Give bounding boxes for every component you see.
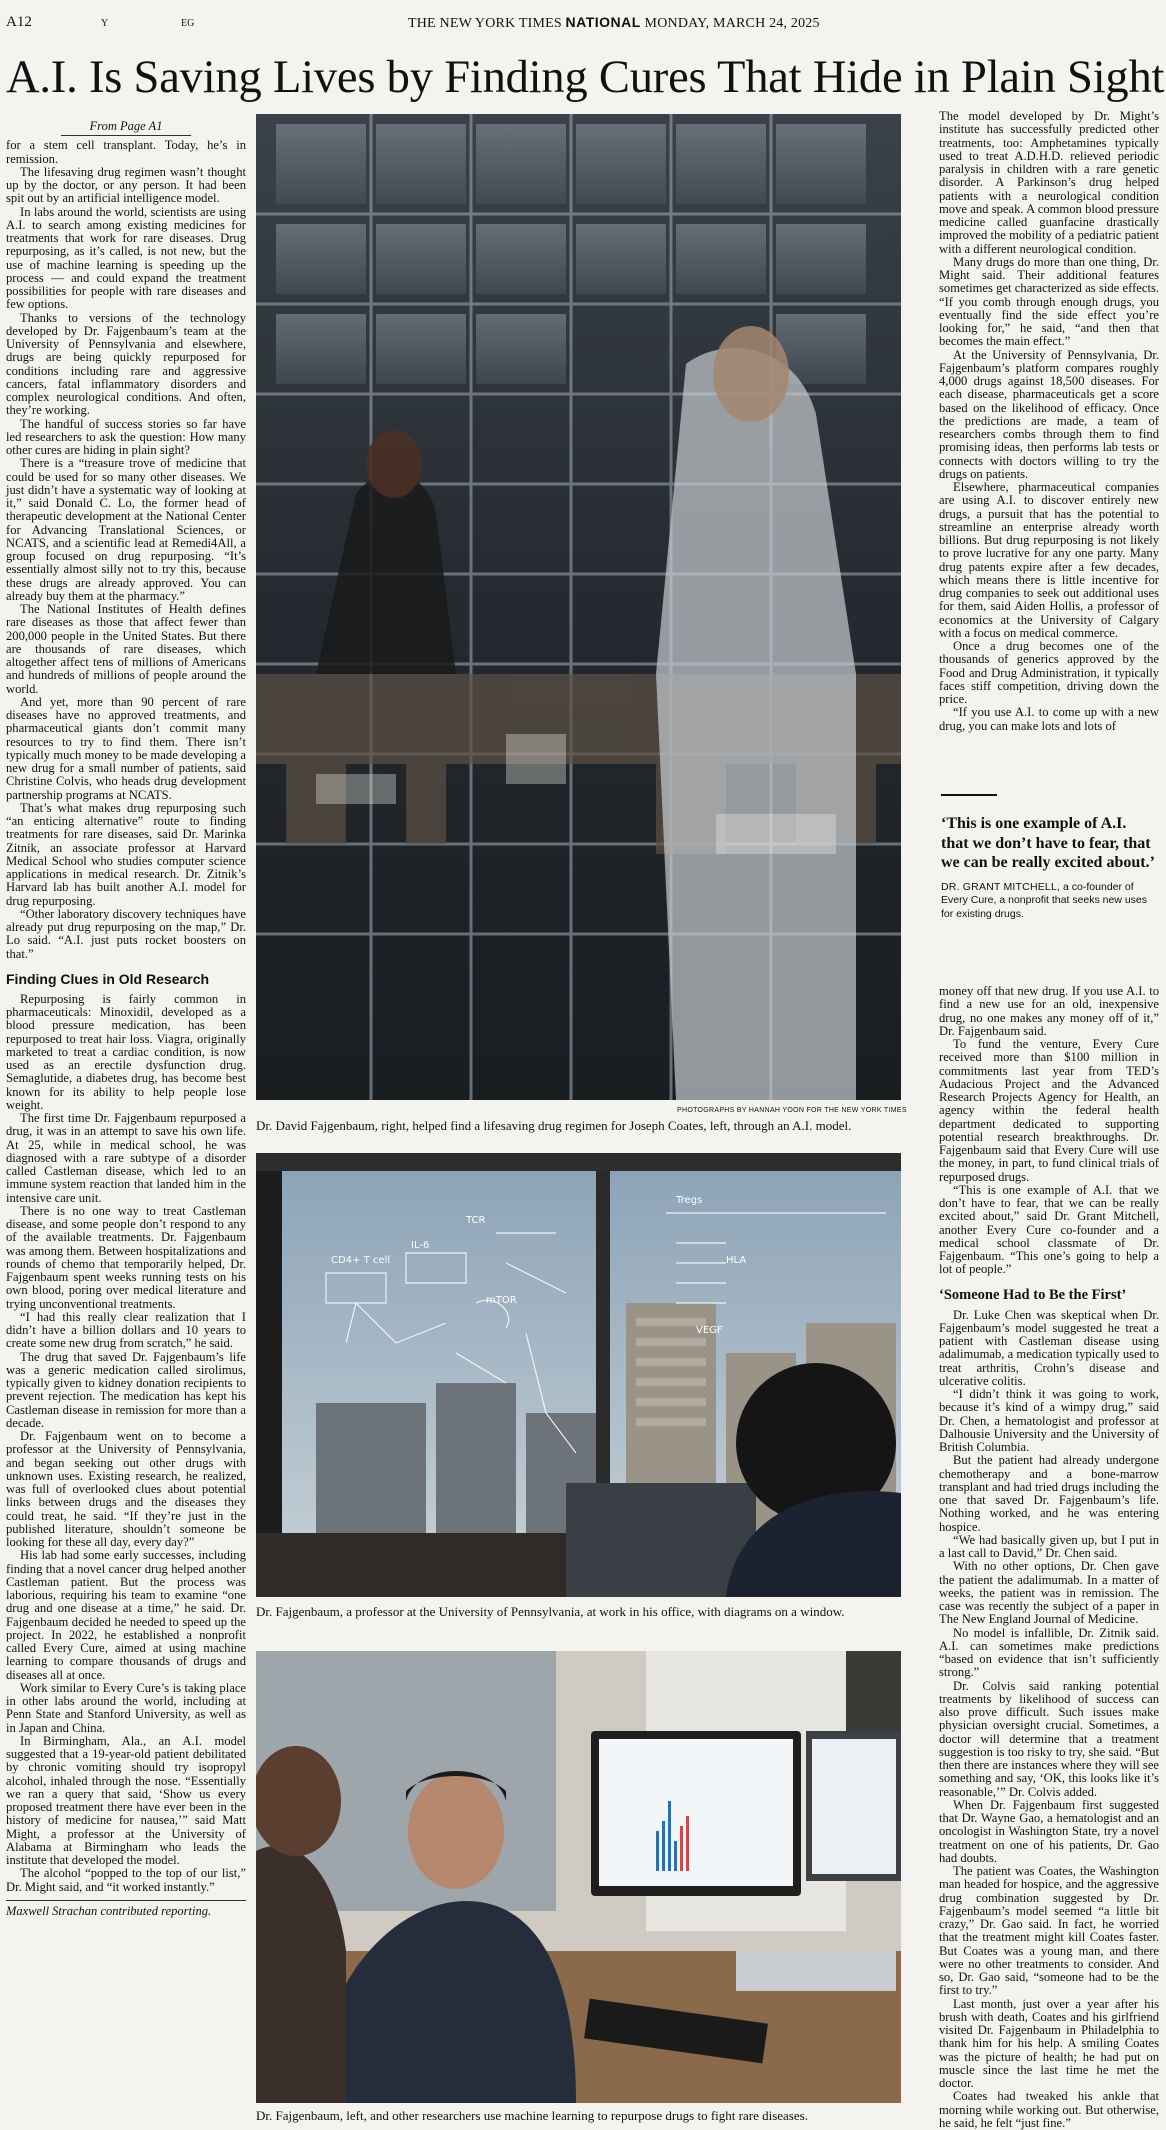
window-note: mTOR xyxy=(486,1295,517,1306)
body-paragraph: The lifesaving drug regimen wasn’t thought up by the doctor, or any person. It had been spit out by an artificial intelligence model. xyxy=(6,166,246,206)
photo-credit: PHOTOGRAPHS BY HANNAH YOON FOR THE NEW YORK TIMES xyxy=(677,1107,907,1114)
body-paragraph: Dr. Fajgenbaum went on to become a professor at the University of Pennsylvania, and began seeking out other drugs with unknown uses. Existing research, he realized, was full of overlooked clues about potential links between drugs and the diseases they could treat, he said. “If they’re just in the published literature, shouldn’t someone be looking for these all day, every day?” xyxy=(6,1430,246,1549)
body-paragraph: His lab had some early successes, including finding that a novel cancer drug helped another Castleman patient. But the process was laborious, requiring his team to examine “one drug and one disease at a time,” he said. Dr. Fajgenbaum decided he needed to speed up the project. In 2022, he established a nonprofit called Every Cure, aimed at using machine learning to compare thousands of drugs and diseases all at once. xyxy=(6,1549,246,1682)
article-column-4-top xyxy=(939,110,1159,770)
body-paragraph: for a stem cell transplant. Today, he’s in remission. xyxy=(6,139,246,166)
body-paragraph: There is a “treasure trove of medicine that could be used for so many other diseases. We just didn’t have a systematic way of looking at it,” said Donald C. Lo, the former head of therapeutic development at the National Center for Advancing Translational Sciences, or NCATS, and a scientific lead at Remedi4All, a group focused on drug repurposing. “It’s essentially almost silly not to try this, because these drugs are already approved. You can already buy them at the pharmacy.” xyxy=(6,457,246,603)
body-paragraph: The National Institutes of Health defines rare diseases as those that affect fewer than 200,000 people in the United States. But there are thousands of rare diseases, which altogether affect tens of millions of Americans and hundreds of millions of people around the world. xyxy=(6,603,246,696)
headline: A.I. Is Saving Lives by Finding Cures That Hide in Plain Sight xyxy=(6,50,1166,106)
body-paragraph: Thanks to versions of the technology developed by Dr. Fajgenbaum’s team at the University of Pennsylvania and elsewhere, drugs are being quickly repurposed for conditions including rare and aggressive cancers, fatal inflammatory disorders and complex neurological conditions. And often, they’re working. xyxy=(6,312,246,418)
photo-caption-1: Dr. David Fajgenbaum, right, helped find a lifesaving drug regimen for Joseph Coates, left, through an A.I. model. xyxy=(256,1118,916,1133)
folio-line xyxy=(408,14,820,32)
pull-quote-text: ‘This is one example of A.I. that we don’t have to fear, that we can be really excited about.’ xyxy=(941,814,1157,873)
body-paragraph: “We had basically given up, but I put in a last call to David,” Dr. Chen said. xyxy=(939,1534,1159,1561)
window-note: TCR xyxy=(465,1215,486,1226)
window-note: VEGF xyxy=(696,1325,723,1336)
paragraph-group xyxy=(939,1309,1159,2130)
body-paragraph: The alcohol “popped to the top of our list,” Dr. Might said, and “it worked instantly.” xyxy=(6,1867,246,1894)
photo-reflection-portrait xyxy=(256,114,901,1100)
jump-line: From Page A1 xyxy=(61,120,191,136)
pull-quote-name: DR. GRANT MITCHELL, xyxy=(941,881,1060,893)
body-paragraph: Many drugs do more than one thing, Dr. Might said. Their additional features sometimes get characterized as side effects. “If you comb through enough drugs, you eventually find the side effect you’re looking for,” he said, “and then that becomes the main effect.” xyxy=(939,256,1159,349)
body-paragraph: At the University of Pennsylvania, Dr. Fajgenbaum’s platform compares roughly 4,000 drugs against 18,500 diseases. For each disease, pharmaceuticals get a score based on the likelihood of efficacy. Once the predictions are made, a team of researchers combs through them to find promising ideas, then performs lab tests or connects with doctors willing to try the drugs on patients. xyxy=(939,349,1159,482)
article-column-4-bottom xyxy=(939,985,1159,2125)
body-paragraph: In Birmingham, Ala., an A.I. model suggested that a 19-year-old patient debilitated by chronic vomiting should try isopropyl alcohol, inhaled through the nose. “Essentially we ran a query that said, ‘Show us every proposed treatment there have ever been in the history of medicine for nausea,’” said Matt Might, a professor at the University of Alabama at Birmingham who leads the institute that developed the model. xyxy=(6,1735,246,1868)
body-paragraph: Once a drug becomes one of the thousands of generics approved by the Food and Drug Administration, it typically faces stiff competition, driving down the price. xyxy=(939,640,1159,706)
paragraph-group xyxy=(939,110,1159,733)
pull-quote-attribution xyxy=(941,881,1157,922)
photo-office-window xyxy=(256,1153,901,1597)
body-paragraph: The patient was Coates, the Washington man headed for hospice, and the aggressive drug combination suggested by Dr. Fajgenbaum’s model seemed “a little bit crazy,” Dr. Gao said. In fact, he worried that the treatment might kill Coates faster. But Coates was a young man, and there were no other treatments to consider. And so, Dr. Gao said, “someone had to be the first to try.” xyxy=(939,1865,1159,1998)
pull-quote xyxy=(941,794,1157,921)
folio xyxy=(6,14,1160,36)
pull-quote-rule xyxy=(941,794,997,796)
body-paragraph: Work similar to Every Cure’s is taking place in other labs around the world, including at Penn State and Stanford University, as well as in Japan and China. xyxy=(6,1682,246,1735)
edition-mark-2: EG xyxy=(181,18,194,29)
pull-quote-role: a co-founder of Every Cure, a nonprofit that seeks new uses for existing drugs. xyxy=(941,881,1147,920)
window-note: HLA xyxy=(726,1255,746,1266)
body-paragraph: Dr. Luke Chen was skeptical when Dr. Fajgenbaum’s model suggested he treat a patient with Castleman disease using adalimumab, a medication typically used to treat arthritis, Crohn’s disease and ulcerative colitis. xyxy=(939,1309,1159,1389)
photo-caption-2: Dr. Fajgenbaum, a professor at the University of Pennsylvania, at work in his office, with diagrams on a window. xyxy=(256,1604,916,1619)
body-paragraph: money off that new drug. If you use A.I. to find a new use for an old, inexpensive drug, no one makes any money off of it,” Dr. Fajgenbaum said. xyxy=(939,985,1159,1038)
body-paragraph: When Dr. Fajgenbaum first suggested that Dr. Wayne Gao, a hematologist and an oncologist in Washington State, try a novel treatment on one of his patients, Dr. Gao had doubts. xyxy=(939,1799,1159,1865)
body-paragraph: The handful of success stories so far have led researchers to ask the question: How many other cures are hiding in plain sight? xyxy=(6,418,246,458)
paper-name: THE NEW YORK TIMES xyxy=(408,16,562,31)
body-paragraph: “Other laboratory discovery techniques have already put drug repurposing on the map,” Dr. Lo said. “A.I. just puts rocket boosters on that.” xyxy=(6,908,246,961)
body-paragraph: With no other options, Dr. Chen gave the patient the adalimumab. In a matter of weeks, the patient was in remission. The case was recently the subject of a paper in The New England Journal of Medicine. xyxy=(939,1560,1159,1626)
window-note: CD4+ T cell xyxy=(331,1255,390,1266)
article-column-1 xyxy=(6,120,246,2120)
body-paragraph: The model developed by Dr. Might’s institute has successfully predicted other treatments, too: Amphetamines typically used to treat A.D.H.D. relieved periodic paralysis in children with a rare genetic disorder. A Parkinson’s drug helped patients with a neurological condition move and speak. A common blood pressure medicine called guanfacine drastically improved the mobility of a pediatric patient with a different neurological condition. xyxy=(939,110,1159,256)
paragraph-group xyxy=(6,993,246,1894)
body-paragraph: But the patient had already undergone chemotherapy and a bone-marrow transplant and had tried drugs including the one that saved Dr. Fajgenbaum’s life. Nothing worked, and he was entering hospice. xyxy=(939,1454,1159,1534)
issue-date: MONDAY, MARCH 24, 2025 xyxy=(645,16,820,31)
body-paragraph: And yet, more than 90 percent of rare diseases have no approved treatments, and pharmaceutical giants don’t commit many resources to try to find them. There isn’t typically much money to be made developing a new drug for a small number of patients, said Christine Colvis, who heads drug development partnership programs at NCATS. xyxy=(6,696,246,802)
section-name: NATIONAL xyxy=(566,14,641,30)
body-paragraph: No model is infallible, Dr. Zitnik said. A.I. can sometimes make predictions “based on evidence that isn’t sufficiently strong.” xyxy=(939,1627,1159,1680)
paragraph-group xyxy=(6,139,246,961)
body-paragraph: “I had this really clear realization that I didn’t have a billion dollars and 10 years to create some new drug from scratch,” he said. xyxy=(6,1311,246,1351)
body-paragraph: Coates had tweaked his ankle that morning while working out. But otherwise, he said, he felt “just fine.” xyxy=(939,2090,1159,2130)
body-paragraph: “This is one example of A.I. that we don’t have to fear, that we can be really excited about,” said Dr. Grant Mitchell, another Every Cure co-founder and a medical school classmate of Dr. Fajgenbaum. “This one’s going to help a lot of people.” xyxy=(939,1184,1159,1277)
body-paragraph: Elsewhere, pharmaceutical companies are using A.I. to discover entirely new drugs, a pursuit that has the potential to streamline an enterprise already worth billions. But drug repurposing is not likely to prove lucrative for any one party. Many drug patents expire after a few decades, which means there is little incentive for drug companies to seek out additional uses for them, said Aiden Hollis, a professor of economics at the University of Calgary with a focus on medical commerce. xyxy=(939,481,1159,640)
body-paragraph: That’s what makes drug repurposing such “an enticing alternative” route to finding treatments for rare diseases, said Dr. Marinka Zitnik, an associate professor at Harvard Medical School who studies computer science applications in medical research. Dr. Zitnik’s Harvard lab has built another A.I. model for drug repurposing. xyxy=(6,802,246,908)
body-paragraph: There is no one way to treat Castleman disease, and some people don’t respond to any of the available treatments. Dr. Fajgenbaum was among them. Between hospitalizations and rounds of chemo that temporarily helped, Dr. Fajgenbaum spent weeks running tests on his own blood, poring over medical literature and trying unconventional treatments. xyxy=(6,1205,246,1311)
body-paragraph: “I didn’t think it was going to work, because it’s kind of a wimpy drug,” said Dr. Chen, a hematologist and professor at Dalhousie University and the University of British Columbia. xyxy=(939,1388,1159,1454)
body-paragraph: The first time Dr. Fajgenbaum repurposed a drug, it was in an attempt to save his own life. At 25, while in medical school, he was diagnosed with a rare subtype of a disorder called Castleman disease, which led to an immune system reaction that landed him in the intensive care unit. xyxy=(6,1112,246,1205)
body-paragraph: Dr. Colvis said ranking potential treatments by likelihood of success can also prove difficult. Such issues make physician oversight crucial. Sometimes, a doctor will determine that a treatment suggestion is too risky to try, she said. “But then there are instances where they will see something and say, ‘OK, this looks like it’s reasonable,’” Dr. Colvis added. xyxy=(939,1680,1159,1799)
photo-researchers-computers xyxy=(256,1651,901,2103)
subhead-finding-clues: Finding Clues in Old Research xyxy=(6,971,246,988)
contributor-note: Maxwell Strachan contributed reporting. xyxy=(6,1900,246,1918)
window-note: Tregs xyxy=(675,1195,702,1206)
window-note: IL-6 xyxy=(411,1240,429,1251)
subhead-someone-first: ‘Someone Had to Be the First’ xyxy=(939,1287,1159,1304)
body-paragraph: “If you use A.I. to come up with a new drug, you can make lots and lots of xyxy=(939,706,1159,733)
paragraph-group xyxy=(939,985,1159,1277)
body-paragraph: Repurposing is fairly common in pharmaceuticals: Minoxidil, developed as a blood pressure medication, has been repurposed to treat hair loss. Viagra, originally marketed to treat a cardiac condition, is now used as an erectile dysfunction drug. Semaglutide, a diabetes drug, has become best known for its ability to help people lose weight. xyxy=(6,993,246,1112)
edition-mark: Y xyxy=(101,18,108,29)
body-paragraph: To fund the venture, Every Cure received more than $100 million in commitments last year from TED’s Audacious Project and the Advanced Research Projects Agency for Health, an agency within the federal health department dedicated to supporting potential research breakthroughs. Dr. Fajgenbaum said that Every Cure will use the money, in part, to fund clinical trials of repurposed drugs. xyxy=(939,1038,1159,1184)
body-paragraph: Last month, just over a year after his brush with death, Coates and his girlfriend visited Dr. Fajgenbaum in Philadelphia to thank him for his help. A smiling Coates was the picture of health; he had put on muscle since the last time he met the doctor. xyxy=(939,1998,1159,2091)
body-paragraph: In labs around the world, scientists are using A.I. to search among existing medicines for treatments that work for rare diseases. Drug repurposing, as it’s called, is not new, but the use of machine learning is speeding up the process — and could expand the treatment possibilities for people with rare diseases and few options. xyxy=(6,206,246,312)
photo-caption-3: Dr. Fajgenbaum, left, and other researchers use machine learning to repurpose drugs to fight rare diseases. xyxy=(256,2108,916,2123)
body-paragraph: The drug that saved Dr. Fajgenbaum’s life was a generic medication called sirolimus, typically given to kidney donation recipients to prevent rejection. The medication has kept his Castleman disease in remission for more than a decade. xyxy=(6,1351,246,1431)
page-number: A12 xyxy=(6,14,32,31)
